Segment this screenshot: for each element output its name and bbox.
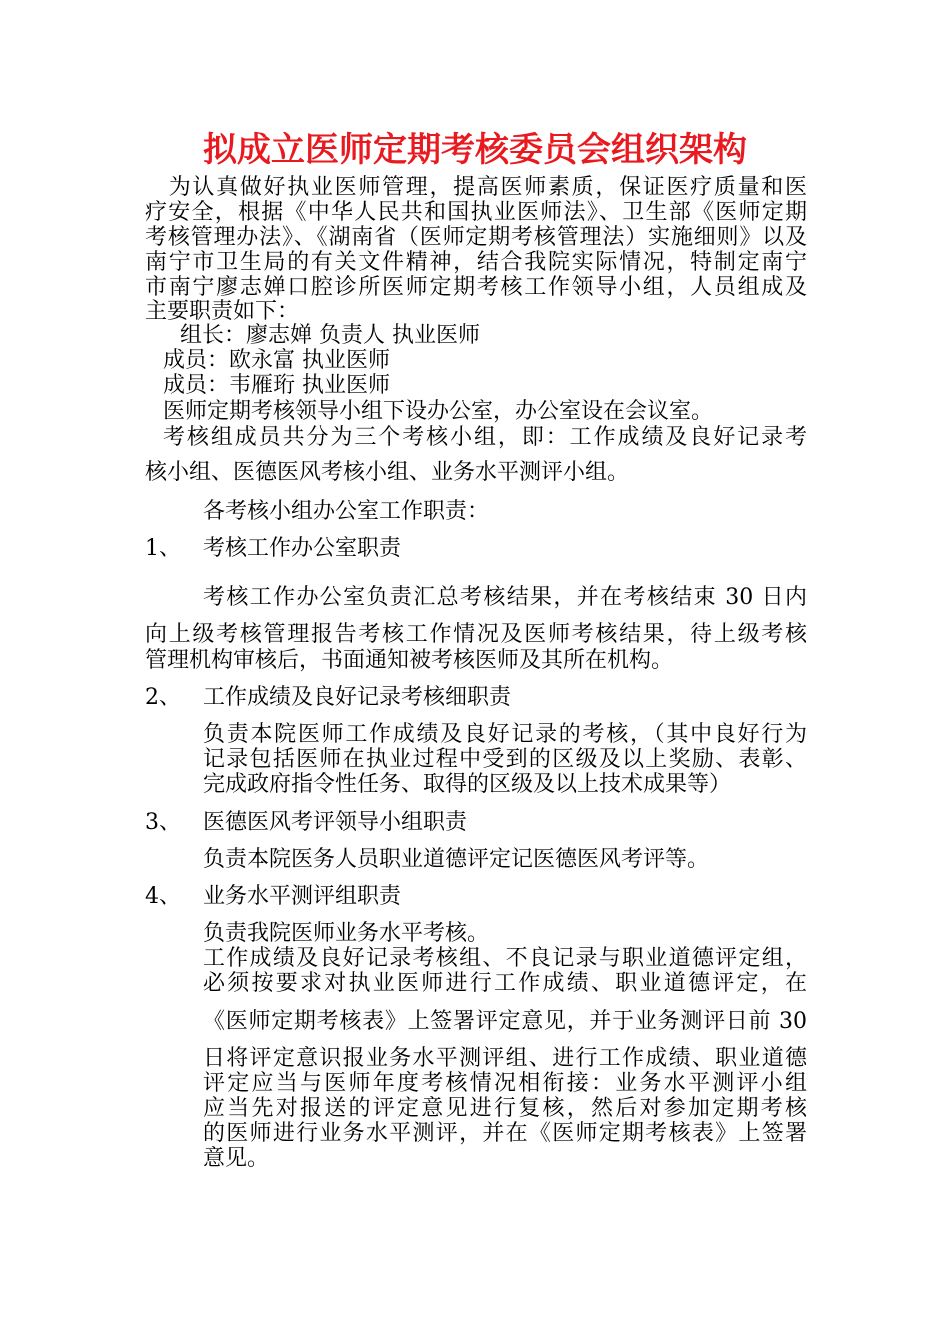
section-line: 《医师定期考核表》上签署评定意见，并于业务测评日前 30: [203, 1009, 807, 1034]
section-line: 必须按要求对执业医师进行工作成绩、职业道德评定，在: [203, 971, 807, 996]
section-line: 向上级考核管理报告考核工作情况及医师考核结果，待上级考核: [145, 622, 807, 647]
section-line: 负责本院医师工作成绩及良好记录的考核，（其中良好行为: [203, 722, 807, 747]
section-number: 3、: [145, 810, 181, 835]
section-line: 管理机构审核后，书面通知被考核医师及其所在机构。: [145, 648, 674, 673]
section-heading: 工作成绩及良好记录考核细职责: [203, 685, 512, 710]
intro-line: 南宁市卫生局的有关文件精神，结合我院实际情况，特制定南宁: [145, 250, 807, 275]
intro-line: 主要职责如下：: [145, 299, 300, 324]
section-line: 考核工作办公室负责汇总考核结果，并在考核结束 30 日内: [203, 585, 807, 610]
section-line: 应当先对报送的评定意见进行复核，然后对参加定期考核: [203, 1096, 807, 1121]
member-line: 成员：欧永富 执业医师: [163, 348, 390, 373]
intro-line: 疗安全，根据《中华人民共和国执业医师法》、卫生部《医师定期: [145, 200, 807, 225]
section-heading: 考核工作办公室职责: [203, 536, 402, 561]
section-line: 的医师进行业务水平测评，并在《医师定期考核表》上签署: [203, 1121, 807, 1146]
section-line: 评定应当与医师年度考核情况相衔接：业务水平测评小组: [203, 1071, 807, 1096]
leader-line: 组长：廖志婵 负责人 执业医师: [180, 323, 480, 348]
member-line: 成员：韦雁珩 执业医师: [163, 373, 390, 398]
section-heading: 医德医风考评领导小组职责: [203, 810, 468, 835]
groups-line: 核小组、医德医风考核小组、业务水平测评小组。: [145, 460, 630, 485]
groups-line: 考核组成员共分为三个考核小组，即：工作成绩及良好记录考: [163, 425, 807, 450]
intro-line: 考核管理办法》、《湖南省（医师定期考核管理法）实施细则》以及: [145, 225, 807, 250]
section-line: 意见。: [203, 1146, 270, 1171]
section-line: 负责我院医师业务水平考核。: [203, 921, 490, 946]
office-note: 医师定期考核领导小组下设办公室，办公室设在会议室。: [163, 399, 714, 424]
section-number: 2、: [145, 685, 181, 710]
section-number: 4、: [145, 884, 181, 909]
section-line: 工作成绩及良好记录考核组、不良记录与职业道德评定组，: [203, 946, 807, 971]
document-title: 拟成立医师定期考核委员会组织架构: [203, 130, 747, 170]
section-line: 记录包括医师在执业过程中受到的区级及以上奖励、表彰、: [203, 747, 807, 772]
section-line: 负责本院医务人员职业道德评定记医德医风考评等。: [203, 847, 710, 872]
section-number: 1、: [145, 536, 181, 561]
intro-line: 为认真做好执业医师管理，提高医师素质，保证医疗质量和医: [145, 175, 807, 200]
section-line: 完成政府指令性任务、取得的区级及以上技术成果等）: [203, 772, 732, 797]
section-heading: 业务水平测评组职责: [203, 884, 402, 909]
intro-line: 市南宁廖志婵口腔诊所医师定期考核工作领导小组，人员组成及: [145, 275, 807, 300]
section-line: 日将评定意识报业务水平测评组、进行工作成绩、职业道德: [203, 1046, 807, 1071]
duties-intro: 各考核小组办公室工作职责：: [203, 499, 490, 524]
